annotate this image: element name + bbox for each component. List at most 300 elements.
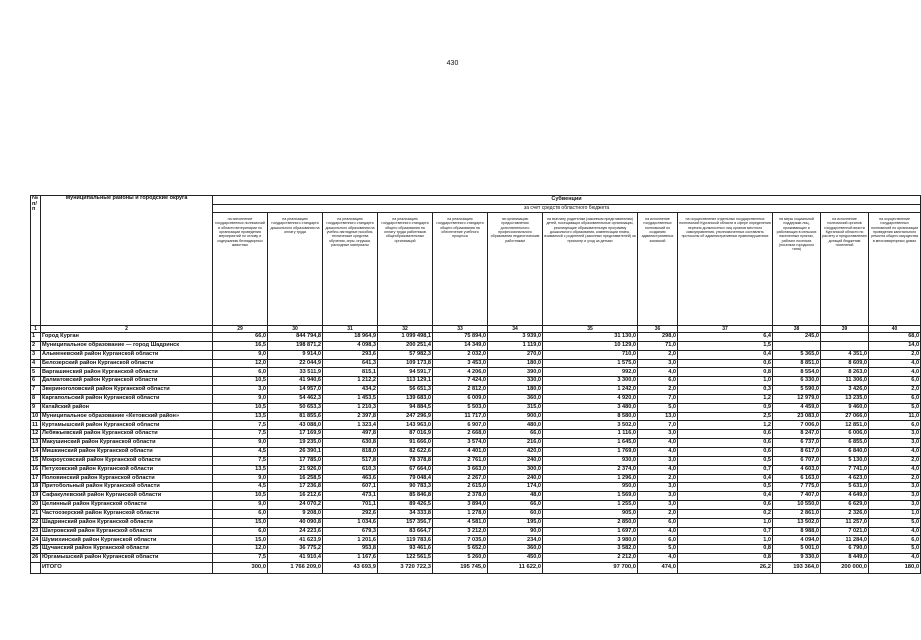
cell-value: 15,0 [213, 536, 268, 545]
cell-value: 54 462,3 [268, 394, 323, 403]
cell-value: 6,0 [869, 394, 921, 403]
cell-value: 6 163,0 [773, 474, 821, 483]
row-name: Мокроусовский район Курганской области [41, 456, 213, 465]
row-name: Притобольный район Курганской области [41, 483, 213, 492]
cell-value: 2,0 [869, 350, 921, 359]
cell-value: 198 871,2 [268, 341, 323, 350]
cell-value: 67 664,0 [378, 465, 433, 474]
cell-value: 66,0 [488, 501, 543, 510]
table-row [31, 509, 921, 518]
cell-value: 48,0 [488, 492, 543, 501]
row-number: 14 [31, 447, 41, 456]
cell-value: 0,6 [678, 447, 773, 456]
cell-value: 3 574,0 [433, 439, 488, 448]
cell-value: 8 609,0 [821, 359, 869, 368]
cell-value: 1,0 [678, 377, 773, 386]
source-header: за счет средств областного бюджета [213, 205, 921, 213]
table-row [31, 430, 921, 439]
row-name: Щучанский район Курганской области [41, 545, 213, 554]
cell-value: 3,0 [869, 492, 921, 501]
cell-value: 7 407,0 [773, 492, 821, 501]
cell-value: 390,0 [488, 368, 543, 377]
cell-value: 0,2 [678, 509, 773, 518]
column-number: 35 [543, 326, 638, 333]
cell-value: 300,0 [488, 465, 543, 474]
cell-value: 14 349,0 [433, 341, 488, 350]
cell-value: 0,5 [678, 483, 773, 492]
cell-value: 4,0 [869, 359, 921, 368]
cell-value: 12,0 [213, 359, 268, 368]
cell-value: 315,0 [488, 403, 543, 412]
row-name: Шатровский район Курганской области [41, 527, 213, 536]
cell-value: 900,0 [488, 412, 543, 421]
cell-value: 2,0 [869, 456, 921, 465]
cell-value: 27 066,0 [821, 412, 869, 421]
total-value: 43 693,9 [323, 562, 378, 573]
table-row [31, 518, 921, 527]
column-description: на исполнение полномочий органов государственной власти Курганской области по расчету и предоставлению дотаций бюджетам поселений [821, 213, 869, 326]
cell-value: 10,5 [213, 377, 268, 386]
cell-value: 1 034,6 [323, 518, 378, 527]
column-description: на осуществление государственных полномочий по организации проведения капитального ремонта общего имущества в многоквартирных домах [869, 213, 921, 326]
column-number: 33 [433, 326, 488, 333]
total-value: 300,0 [213, 562, 268, 573]
cell-value: 2,5 [678, 412, 773, 421]
cell-value: 4 920,0 [543, 394, 638, 403]
cell-value: 9 914,0 [268, 350, 323, 359]
cell-value: 473,1 [323, 492, 378, 501]
cell-value: 36 775,2 [268, 545, 323, 554]
cell-value: 234,0 [488, 536, 543, 545]
row-name: Петуховский район Курганской области [41, 465, 213, 474]
cell-value: 0,4 [678, 350, 773, 359]
cell-value: 607,1 [323, 483, 378, 492]
cell-value: 10 550,0 [773, 501, 821, 510]
table-row [31, 554, 921, 563]
cell-value: 4,0 [869, 368, 921, 377]
total-value: 200 000,0 [821, 562, 869, 573]
cell-value: 41 623,9 [268, 536, 323, 545]
cell-value: 9,0 [213, 439, 268, 448]
cell-value: 2 212,0 [543, 554, 638, 563]
total-value: 193 364,0 [773, 562, 821, 573]
table-row [31, 536, 921, 545]
cell-value: 1 119,0 [488, 341, 543, 350]
total-row [31, 562, 921, 573]
cell-value: 0,5 [678, 456, 773, 465]
row-name: Лебяжьевский район Курганской области [41, 430, 213, 439]
cell-value: 2,0 [869, 474, 921, 483]
table-row [31, 447, 921, 456]
page-number: 430 [446, 60, 459, 67]
cell-value: 4,5 [213, 483, 268, 492]
cell-value: 245,0 [773, 333, 821, 342]
cell-value: 992,0 [543, 368, 638, 377]
cell-value: 24 223,6 [268, 527, 323, 536]
cell-value: 641,3 [323, 359, 378, 368]
row-name: Далматовский район Курганской области [41, 377, 213, 386]
cell-value: 14,0 [869, 341, 921, 350]
cell-value: 2 850,0 [543, 518, 638, 527]
cell-value: 0,8 [678, 545, 773, 554]
column-description: на осуществление отдельных государственных полномочий Курганской области в сфере определения перечня должностных лиц органов местного самоуправления, уполномоченных составлять протоколы об административных правонарушениях [678, 213, 773, 326]
cell-value: 844 794,8 [268, 333, 323, 342]
cell-value: 17 169,9 [268, 430, 323, 439]
table-row [31, 341, 921, 350]
cell-value: 240,0 [488, 456, 543, 465]
cell-value: 1 323,4 [323, 421, 378, 430]
cell-value: 0,4 [678, 492, 773, 501]
total-value: 180,0 [869, 562, 921, 573]
cell-value: 5 503,0 [433, 403, 488, 412]
table-row [31, 403, 921, 412]
row-name: Юргамышский район Курганской области [41, 554, 213, 563]
row-number: 15 [31, 456, 41, 465]
cell-value: 1 201,6 [323, 536, 378, 545]
cell-value: 679,3 [323, 527, 378, 536]
row-number: 3 [31, 350, 41, 359]
cell-value: 5,0 [638, 403, 678, 412]
cell-value: 298,0 [638, 333, 678, 342]
cell-value: 2 267,0 [433, 474, 488, 483]
cell-value: 3,0 [638, 430, 678, 439]
cell-value: 6,0 [869, 421, 921, 430]
row-number: 12 [31, 430, 41, 439]
cell-value: 13,0 [638, 412, 678, 421]
row-number: 6 [31, 377, 41, 386]
row-number: 8 [31, 394, 41, 403]
cell-value: 2 861,0 [773, 509, 821, 518]
cell-value: 14 957,0 [268, 386, 323, 395]
cell-value: 66,0 [488, 430, 543, 439]
cell-value: 0,6 [678, 439, 773, 448]
cell-value: 157 356,7 [378, 518, 433, 527]
cell-value: 4,0 [638, 439, 678, 448]
cell-value: 5 260,0 [433, 554, 488, 563]
cell-value: 4,0 [638, 554, 678, 563]
row-name: Альменевский район Курганской области [41, 350, 213, 359]
subventions-table [30, 195, 921, 574]
row-number: 20 [31, 501, 41, 510]
cell-value: 6 790,0 [821, 545, 869, 554]
cell-value: 4 581,0 [433, 518, 488, 527]
total-label: ИТОГО [41, 562, 213, 573]
cell-value: 3 480,0 [543, 403, 638, 412]
cell-value: 8 263,0 [821, 368, 869, 377]
row-number: 23 [31, 527, 41, 536]
row-number: 11 [31, 421, 41, 430]
cell-value: 91 666,0 [378, 439, 433, 448]
cell-value: 0,6 [678, 359, 773, 368]
cell-value: 1 769,0 [543, 447, 638, 456]
cell-value: 953,8 [323, 545, 378, 554]
row-name: Частоозерский район Курганской области [41, 509, 213, 518]
row-number: 21 [31, 509, 41, 518]
cell-value: 9,0 [213, 474, 268, 483]
total-value: 1 766 209,0 [268, 562, 323, 573]
row-name: Половинский район Курганской области [41, 474, 213, 483]
cell-value: 710,0 [543, 350, 638, 359]
total-value: 11 622,0 [488, 562, 543, 573]
table-row [31, 527, 921, 536]
row-name: Целинный район Курганской области [41, 501, 213, 510]
cell-value: 0,8 [678, 554, 773, 563]
cell-value: 1 116,0 [543, 430, 638, 439]
cell-value: 180,0 [488, 359, 543, 368]
cell-value: 180,0 [488, 386, 543, 395]
cell-value: 2,0 [638, 474, 678, 483]
column-number: 40 [869, 326, 921, 333]
cell-value: 3 300,0 [543, 377, 638, 386]
cell-value: 0,8 [678, 368, 773, 377]
cell-value: 5 365,0 [773, 350, 821, 359]
cell-value: 9 460,0 [821, 403, 869, 412]
cell-value: 6 907,0 [433, 421, 488, 430]
cell-value: 5 001,0 [773, 545, 821, 554]
cell-value: 9 330,0 [773, 554, 821, 563]
cell-value: 701,1 [323, 501, 378, 510]
cell-value: 1 167,6 [323, 554, 378, 563]
cell-value: 200 251,4 [378, 341, 433, 350]
row-number: 2 [31, 341, 41, 350]
cell-value: 3 502,0 [543, 421, 638, 430]
total-value: 3 720 722,3 [378, 562, 433, 573]
cell-value: 139 683,0 [378, 394, 433, 403]
cell-value: 17 236,8 [268, 483, 323, 492]
cell-value: 6,0 [869, 377, 921, 386]
cell-value: 43 088,0 [268, 421, 323, 430]
cell-value: 7,5 [213, 421, 268, 430]
table-row [31, 501, 921, 510]
cell-value: 2 761,0 [433, 456, 488, 465]
cell-value: 4 401,0 [433, 447, 488, 456]
cell-value: 33 511,9 [268, 368, 323, 377]
row-number: 22 [31, 518, 41, 527]
cell-value: 10,5 [213, 492, 268, 501]
cell-value: 7,5 [213, 430, 268, 439]
cell-value: 4,0 [638, 447, 678, 456]
column-description: на исполнение государственных полномочий по созданию административных комиссий [638, 213, 678, 326]
cell-value: 81 855,6 [268, 412, 323, 421]
cell-value: 7 424,0 [433, 377, 488, 386]
column-number: 36 [638, 326, 678, 333]
table-row [31, 439, 921, 448]
row-name: Мишкинский район Курганской области [41, 447, 213, 456]
column-number: 31 [323, 326, 378, 333]
cell-value: 6 009,0 [433, 394, 488, 403]
cell-value: 497,8 [323, 430, 378, 439]
cell-value: 13 235,0 [821, 394, 869, 403]
cell-value: 4 459,0 [773, 403, 821, 412]
cell-value: 10 129,0 [543, 341, 638, 350]
cell-value: 90 783,3 [378, 483, 433, 492]
cell-value: 50 653,3 [268, 403, 323, 412]
cell-value: 1 296,0 [543, 474, 638, 483]
table-row [31, 474, 921, 483]
cell-value: 195,0 [488, 518, 543, 527]
row-name: Шадринский район Курганской области [41, 518, 213, 527]
cell-value: 463,6 [323, 474, 378, 483]
cell-value: 815,1 [323, 368, 378, 377]
table-row [31, 350, 921, 359]
cell-value: 4 098,3 [323, 341, 378, 350]
cell-value: 4,0 [869, 527, 921, 536]
cell-value: 5,0 [638, 545, 678, 554]
cell-value: 6,0 [638, 536, 678, 545]
cell-value: 7,0 [638, 394, 678, 403]
cell-value: 40 090,8 [268, 518, 323, 527]
col-name-header: Муниципальные районы и городские округа [41, 196, 213, 326]
row-name: Куртамышский район Курганской области [41, 421, 213, 430]
cell-value: 5 590,0 [773, 386, 821, 395]
table-row [31, 359, 921, 368]
cell-value: 90,0 [488, 527, 543, 536]
row-name: Шумихинский район Курганской области [41, 536, 213, 545]
cell-value: 9,0 [213, 394, 268, 403]
cell-value: 6 707,0 [773, 456, 821, 465]
cell-value: 293,6 [323, 350, 378, 359]
cell-value: 122 561,5 [378, 554, 433, 563]
cell-value: 6,0 [638, 377, 678, 386]
cell-value: 4 094,0 [773, 536, 821, 545]
cell-value: 1 453,5 [323, 394, 378, 403]
column-description: на организацию предоставления дополнительного профессионального образования педагогическим работникам [488, 213, 543, 326]
cell-value: 2 378,0 [433, 492, 488, 501]
cell-value: 31 130,0 [543, 333, 638, 342]
cell-value: 16 212,6 [268, 492, 323, 501]
col-no-header: № п/п [31, 196, 41, 326]
row-name: Сафакулевский район Курганской области [41, 492, 213, 501]
cell-value: 270,0 [488, 350, 543, 359]
cell-value: 3 939,0 [488, 333, 543, 342]
column-number: 34 [488, 326, 543, 333]
cell-value: 12 979,0 [773, 394, 821, 403]
cell-value: 3,0 [869, 501, 921, 510]
cell-value: 3,0 [638, 456, 678, 465]
cell-value: 3,0 [869, 483, 921, 492]
cell-value: 3,0 [638, 501, 678, 510]
cell-value: 6 737,0 [773, 439, 821, 448]
cell-value: 85 846,8 [378, 492, 433, 501]
cell-value: 330,0 [488, 377, 543, 386]
column-description: на реализацию государственного стандарта дошкольного образования на оплату труда [268, 213, 323, 326]
cell-value: 1,5 [678, 341, 773, 350]
cell-value: 24 070,2 [268, 501, 323, 510]
cell-value: 434,2 [323, 386, 378, 395]
cell-value: 6,0 [638, 518, 678, 527]
cell-value: 4,0 [638, 465, 678, 474]
column-number: 39 [821, 326, 869, 333]
cell-value: 113 129,1 [378, 377, 433, 386]
cell-value: 11 717,0 [433, 412, 488, 421]
cell-value: 94 884,5 [378, 403, 433, 412]
cell-value: 4,5 [213, 447, 268, 456]
cell-value: 1,0 [678, 536, 773, 545]
cell-value: 7,0 [638, 421, 678, 430]
cell-value: 7,5 [213, 456, 268, 465]
cell-value: 360,0 [488, 545, 543, 554]
cell-value: 6,0 [213, 509, 268, 518]
cell-value: 68,0 [869, 333, 921, 342]
cell-value: 950,0 [543, 483, 638, 492]
cell-value: 360,0 [488, 394, 543, 403]
cell-value: 6,0 [213, 368, 268, 377]
cell-value: 6,0 [869, 536, 921, 545]
cell-value: 5 652,0 [433, 545, 488, 554]
cell-value: 5,0 [869, 545, 921, 554]
cell-value: 1,0 [678, 518, 773, 527]
cell-value: 420,0 [488, 447, 543, 456]
cell-value: 5,0 [869, 518, 921, 527]
cell-value: 6 855,0 [821, 439, 869, 448]
cell-value: 0,7 [678, 465, 773, 474]
cell-value: 3 582,0 [543, 545, 638, 554]
cell-value: 4 649,0 [821, 492, 869, 501]
cell-value: 1,0 [869, 509, 921, 518]
row-number: 10 [31, 412, 41, 421]
cell-value: 2 397,8 [323, 412, 378, 421]
column-number: 29 [213, 326, 268, 333]
column-number: 38 [773, 326, 821, 333]
cell-value: 630,8 [323, 439, 378, 448]
cell-value: 8 554,0 [773, 368, 821, 377]
cell-value: 6 006,0 [821, 430, 869, 439]
cell-value: 4 351,0 [821, 350, 869, 359]
cell-value: 12,0 [213, 545, 268, 554]
cell-value: 66,0 [213, 333, 268, 342]
cell-value: 5 631,0 [821, 483, 869, 492]
cell-value: 2 812,0 [433, 386, 488, 395]
table-row [31, 456, 921, 465]
cell-value: 60,0 [488, 509, 543, 518]
cell-value: 41 910,4 [268, 554, 323, 563]
table-row [31, 545, 921, 554]
cell-value: 87 016,9 [378, 430, 433, 439]
row-name: Город Курган [41, 333, 213, 342]
cell-value: 5 130,0 [821, 456, 869, 465]
cell-value: 8 851,0 [773, 359, 821, 368]
cell-value: 41 940,6 [268, 377, 323, 386]
cell-value: 1 569,0 [543, 492, 638, 501]
row-number: 1 [31, 333, 41, 342]
row-name: Макушинский район Курганской области [41, 439, 213, 448]
cell-value: 12 851,0 [821, 421, 869, 430]
cell-value: 1,2 [678, 421, 773, 430]
cell-value: 7 775,0 [773, 483, 821, 492]
cell-value: 905,0 [543, 509, 638, 518]
cell-value: 2,0 [638, 509, 678, 518]
cell-value: 2 615,0 [433, 483, 488, 492]
cell-value: 3,0 [869, 439, 921, 448]
cell-value: 79 048,4 [378, 474, 433, 483]
column-description: на реализацию государственного стандарта общего образования на оплату труда работников общеобразовательных организаций [378, 213, 433, 326]
cell-value: 7 035,0 [433, 536, 488, 545]
cell-value: 9,0 [213, 350, 268, 359]
row-name: Звериноголовский район Курганской области [41, 386, 213, 395]
row-number: 13 [31, 439, 41, 448]
row-number: 4 [31, 359, 41, 368]
cell-value: 57 982,3 [378, 350, 433, 359]
cell-value: 0,6 [678, 501, 773, 510]
table-row [31, 483, 921, 492]
table-row [31, 377, 921, 386]
cell-value: 1,2 [678, 394, 773, 403]
row-name: Катайский район [41, 403, 213, 412]
table-row [31, 394, 921, 403]
cell-value: 17 785,0 [268, 456, 323, 465]
cell-value [821, 341, 869, 350]
cell-value: 2 326,0 [821, 509, 869, 518]
